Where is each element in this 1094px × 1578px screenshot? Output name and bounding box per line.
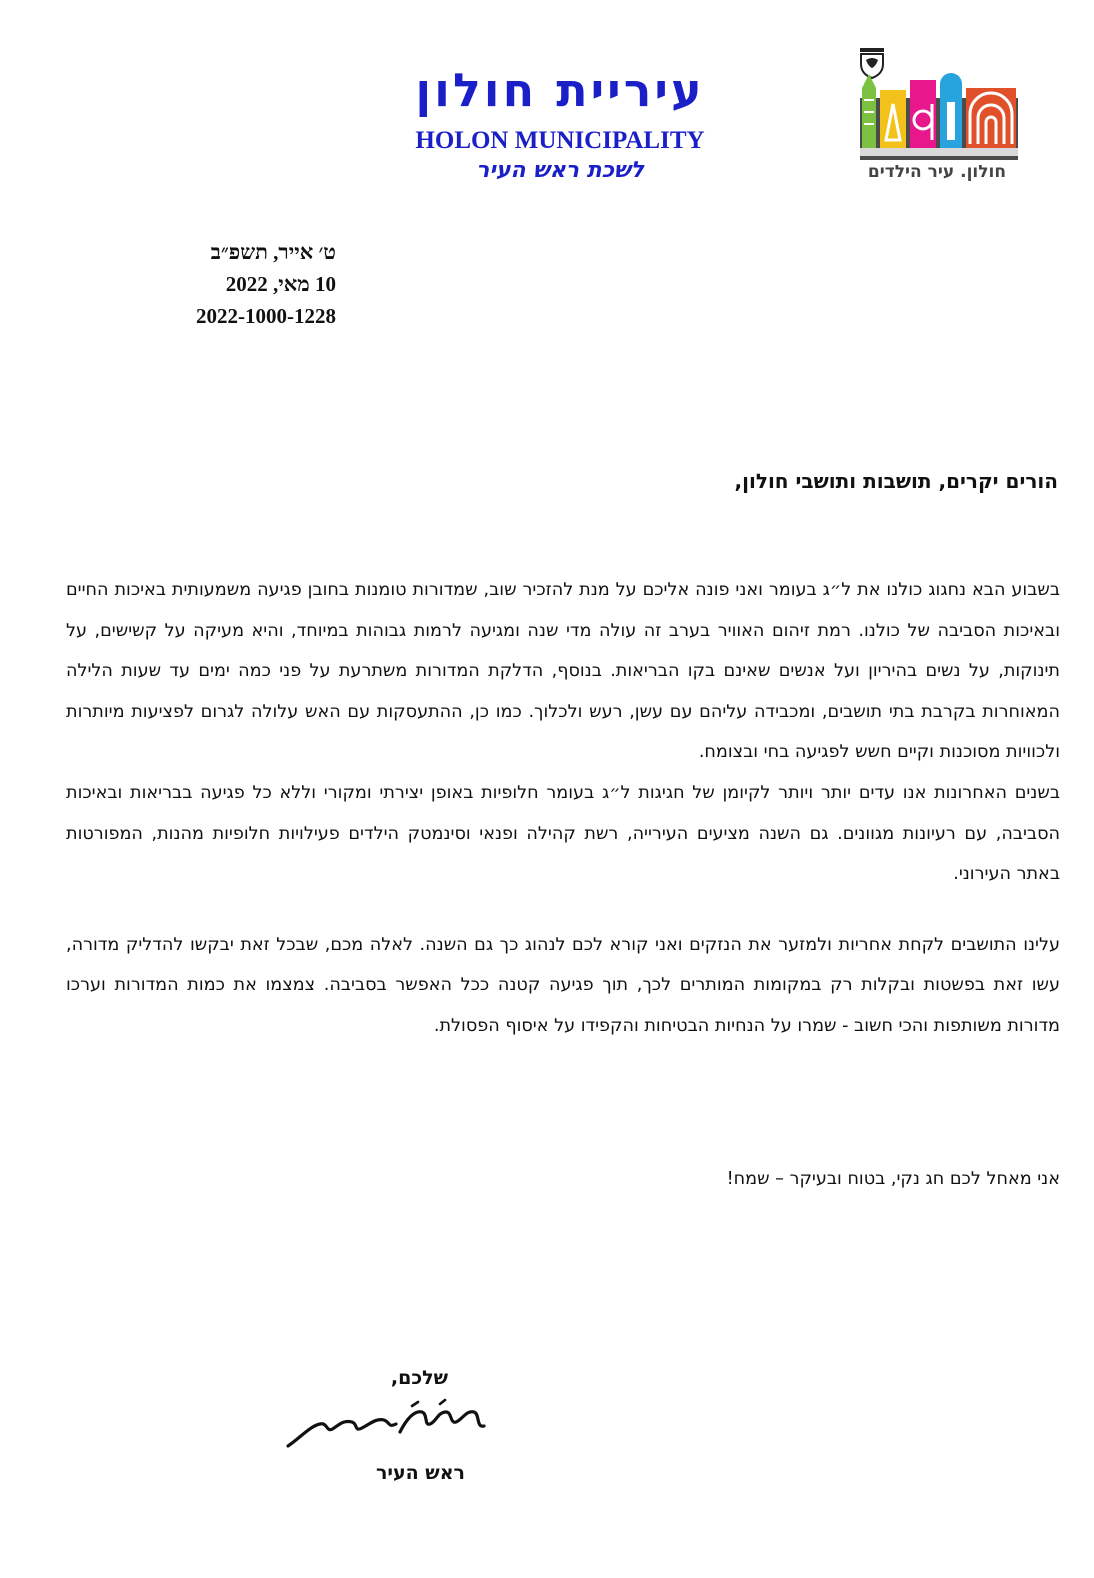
reference-number: 2022-1000-1228: [196, 304, 336, 328]
handwritten-signature-icon: [280, 1398, 490, 1458]
mayor-title: ראש העיר: [375, 1462, 465, 1484]
hebrew-date: ט׳ אייר, תשפ״ב: [210, 240, 336, 264]
letter-meta: [150, 236, 336, 332]
municipality-name-hebrew: עיריית חולון: [415, 63, 705, 117]
signoff: שלכם,: [390, 1367, 448, 1389]
gregorian-date: 10 מאי, 2022: [225, 272, 336, 296]
office-name: לשכת ראש העיר: [476, 158, 644, 183]
letterhead: [380, 62, 740, 186]
paragraph-3: עלינו התושבים לקחת אחריות ולמזער את הנזקים ואני קורא לכם לנהוג כך גם השנה. לאלה מכם, שבכל זאת יבקשו להדליק מדורה, עשו זאת בפשטות ובקלות רק במקומות המותרים לכך, תוך פגיעה קטנה ככל האפשר בסביבה. צמצמו את כמות המדורות וערכו מדורות משותפות והכי חשוב - שמרו על הנחיות הבטיחות והקפידו על איסוף הפסולת.: [66, 934, 1060, 1036]
municipality-name-english: HOLON MUNICIPALITY: [415, 127, 705, 154]
logo-caption: חולון. עיר הילדים: [867, 162, 1007, 182]
city-crest-icon: [860, 48, 884, 78]
paragraph-2: בשנים האחרונות אנו עדים יותר ויותר לקיומן של חגיגות ל״ג בעומר חלופיות באופן יצירתי ומקורי וללא כל פגיעה בבריאות ובאיכות הסביבה, עם רעיונות מגוונים. גם השנה מציעים העירייה, רשת קהילה ופנאי וסינמטק הילדים פעילויות חלופיות מהנות, המפורטות באתר העירוני.: [66, 782, 1060, 885]
letter-body: [66, 570, 1060, 1047]
paragraph-1: בשבוע הבא נחגוג כולנו את ל״ג בעומר ואני פונה אליכם על מנת להזכיר שוב, שמדורות טומנות בחובן פגיעה משמעותית באיכות החיים ובאיכות הסביבה של כולנו. רמת זיהום האוויר בערב זה עולה מדי שנה ומגיעה לרמות גבוהות במיוחד, והיא מעיקה על קשישים, על תינוקות, על נשים בהיריון ועל אנשים שאינם בקו הבריאות. בנוסף, הדלקת המדורות משתרעת על פני כמה ימים עד שעות הלילה המאוחרות בקרבת בתי תושבים, ומכבידה עליהם עם עשן, רעש ולכלוך. כמו כן, ההתעסקות עם האש עלולה לגרום לפציעות מיותרות ולכוויות מסוכנות וקיים חשש לפגיעה בחי ובצומח.: [66, 580, 1060, 763]
closing-line: אני מאחל לכם חג נקי, בטוח ובעיקר – שמח!: [726, 1169, 1060, 1189]
greeting: הורים יקרים, תושבות ותושבי חולון,: [734, 469, 1058, 493]
